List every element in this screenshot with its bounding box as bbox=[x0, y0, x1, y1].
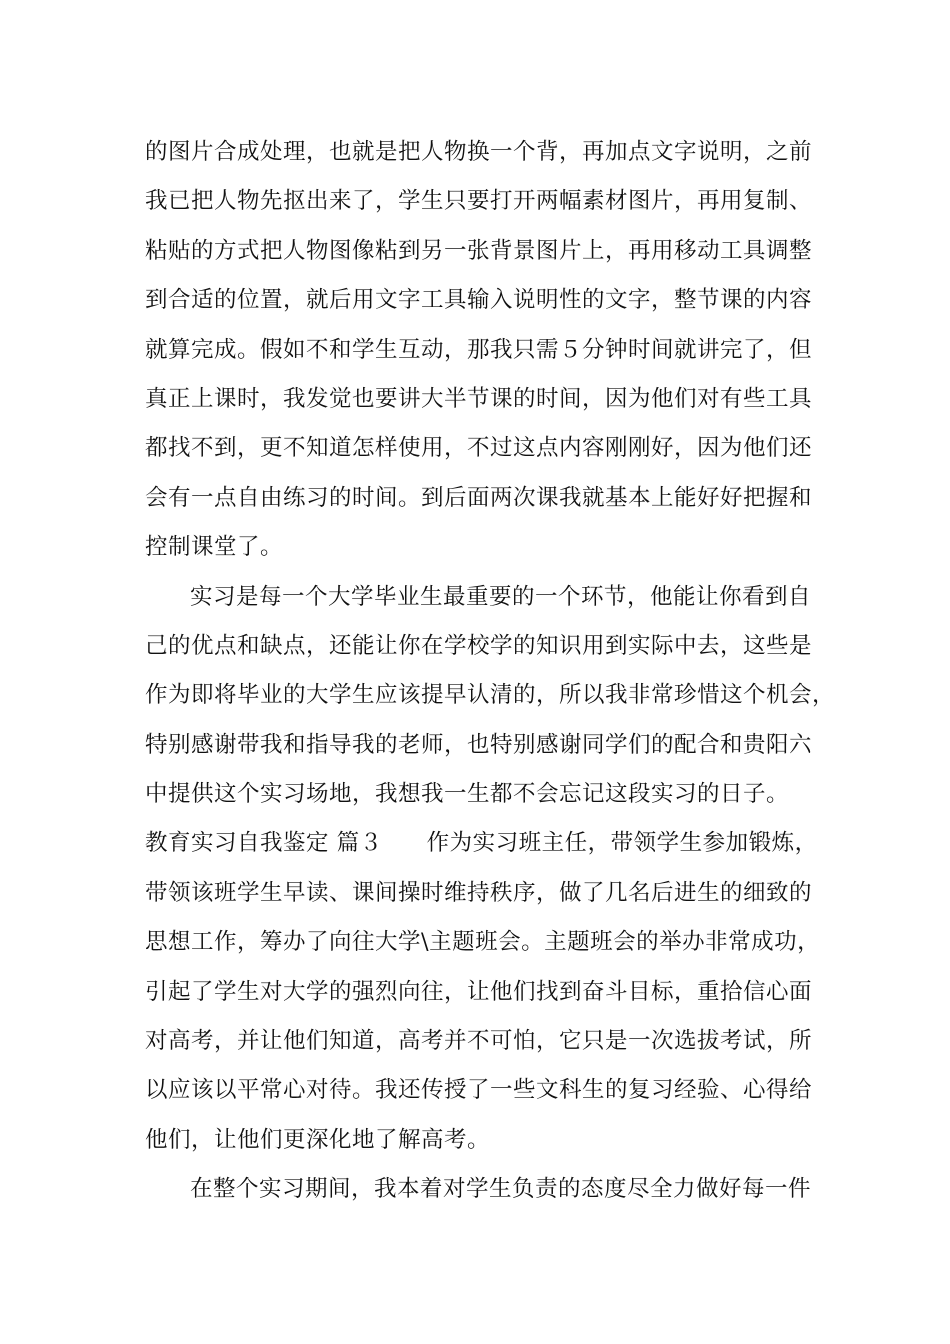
document-body bbox=[145, 128, 836, 1215]
text-line: 思想工作，筹办了向往大学\主题班会。主题班会的举办非常成功， bbox=[145, 929, 821, 956]
section-heading: 教育实习自我鉴定 篇３ bbox=[145, 830, 383, 857]
text-line: 对高考，并让他们知道，高考并不可怕，它只是一次选拔考试，所 bbox=[145, 1028, 813, 1055]
text-line: 的图片合成处理，也就是把人物换一个背，再加点文字说明，之前 bbox=[145, 139, 813, 165]
text-line: 引起了学生对大学的强烈向往，让他们找到奋斗目标，重拾信心面 bbox=[145, 978, 813, 1005]
section-heading-line bbox=[145, 819, 825, 868]
text-line: 真正上课时，我发觉也要讲大半节课的时间，因为他们对有些工具 bbox=[145, 385, 813, 412]
paragraph-start-line: 实习是每一个大学毕业生最重要的一个环节，他能让你看到自 bbox=[190, 583, 812, 610]
text-line: 我已把人物先抠出来了，学生只要打开两幅素材图片，再用复制、 bbox=[145, 188, 813, 215]
text-line: 特别感谢带我和指导我的老师，也特别感谢同学们的配合和贵阳六 bbox=[145, 731, 813, 758]
text-line: 他们，让他们更深化地了解高考。 bbox=[145, 1126, 491, 1153]
text-line: 作为即将毕业的大学生应该提早认清的，所以我非常珍惜这个机会， bbox=[145, 682, 836, 709]
text-line: 控制课堂了。 bbox=[145, 534, 284, 561]
text-line: 带领该班学生早读、课间操时维持秩序，做了几名后进生的细致的 bbox=[145, 879, 813, 906]
paragraph-start-line: 在整个实习期间，我本着对学生负责的态度尽全力做好每一件 bbox=[190, 1176, 812, 1203]
text-line: 以应该以平常心对待。我还传授了一些文科生的复习经验、心得给 bbox=[145, 1077, 813, 1104]
text-line: 都找不到，更不知道怎样使用，不过这点内容刚刚好，因为他们还 bbox=[145, 435, 813, 462]
text-line: 中提供这个实习场地，我想我一生都不会忘记这段实习的日子。 bbox=[145, 781, 790, 808]
text-line: 己的优点和缺点，还能让你在学校学的知识用到实际中去，这些是 bbox=[145, 632, 813, 659]
text-line: 会有一点自由练习的时间。到后面两次课我就基本上能好好把握和 bbox=[145, 484, 813, 511]
text-line: 到合适的位置，就后用文字工具输入说明性的文字，整节课的内容 bbox=[145, 287, 813, 314]
section-first-text: 作为实习班主任，带领学生参加锻炼， bbox=[426, 830, 818, 857]
text-line: 就算完成。假如不和学生互动，那我只需５分钟时间就讲完了，但 bbox=[145, 336, 813, 363]
text-line: 粘贴的方式把人物图像粘到另一张背景图片上，再用移动工具调整 bbox=[145, 237, 813, 264]
